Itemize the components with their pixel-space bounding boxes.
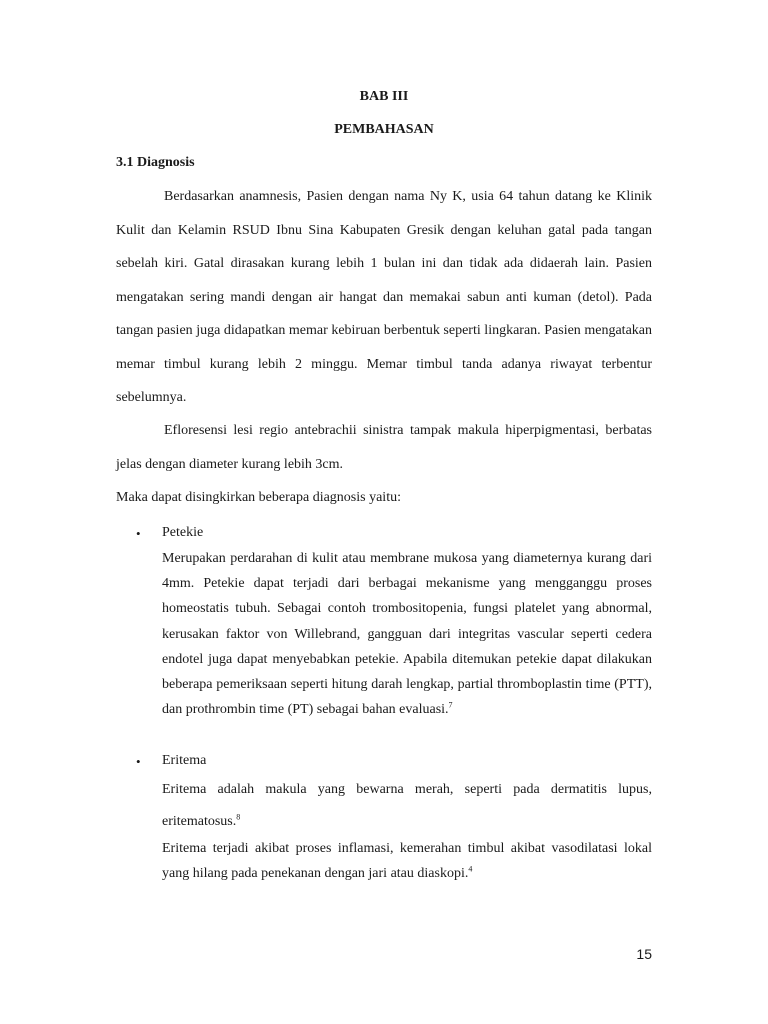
- chapter-title: PEMBAHASAN: [334, 122, 434, 137]
- bullet-text-eritema-1: Eritema adalah makula yang bewarna merah, seperti pada dermatitis lupus, eritematosus.$^8$: [162, 782, 652, 829]
- document-page: [116, 0, 652, 1024]
- bullet-marker: •: [136, 526, 141, 541]
- footnote-ref: 8: [236, 812, 241, 822]
- bullet-text-eritema-2: Eritema terjadi akibat proses inflamasi, kemerahan timbul akibat vasodilatasi lokal yang hilang pada penekanan dengan jari atau diaskopi.$^4$: [162, 841, 652, 882]
- footnote-ref: 4: [468, 864, 473, 874]
- bullet-marker: •: [136, 754, 141, 769]
- paragraph-efloresensi: Efloresensi lesi regio antebrachii sinistra tampak makula hiperpigmentasi, berbatas jelas dengan diameter kurang lebih 3cm.: [116, 423, 652, 472]
- paragraph-differential-intro: Maka dapat disingkirkan beberapa diagnosis yaitu:: [116, 490, 401, 505]
- paragraph-anamnesis: Berdasarkan anamnesis, Pasien dengan nama Ny K, usia 64 tahun datang ke Klinik Kulit dan Kelamin RSUD Ibnu Sina Kabupaten Gresik dengan keluhan gatal pada tangan sebelah kiri. Gatal dirasakan kurang lebih 1 bulan ini dan tidak ada didaerah lain. Pasien mengatakan sering mandi dengan air hangat dan memakai sabun anti kuman (detol). Pada tangan pasien juga didapatkan memar kebiruan berbentuk seperti lingkaran. Pasien mengatakan memar timbul kurang lebih 2 minggu. Memar timbul tanda adanya riwayat terbentur sebelumnya.: [116, 189, 652, 405]
- page-number: 15: [636, 946, 652, 962]
- chapter-label: BAB III: [359, 89, 409, 104]
- footnote-ref: 7: [448, 700, 453, 710]
- bullet-text-petekie: Merupakan perdarahan di kulit atau membrane mukosa yang diameternya kurang dari 4mm. Petekie dapat terjadi dari berbagai mekanisme yang mengganggu proses homeostatis tubuh. Sebagai contoh trombositopenia, fungsi platelet yang abnormal, kerusakan faktor von Willebrand, gangguan dari integritas vascular seperti cedera endotel juga dapat menyebabkan petekie. Apabila ditemukan petekie dapat dilakukan beberapa pemeriksaan seperti hitung darah lengkap, partial thromboplastin time (PTT), dan prothrombin time (PT) sebagai bahan evaluasi.$^7$: [162, 551, 652, 718]
- bullet-title-eritema: Eritema: [162, 753, 207, 768]
- bullet-title-petekie: Petekie: [162, 525, 204, 540]
- section-heading: 3.1 Diagnosis: [116, 155, 195, 170]
